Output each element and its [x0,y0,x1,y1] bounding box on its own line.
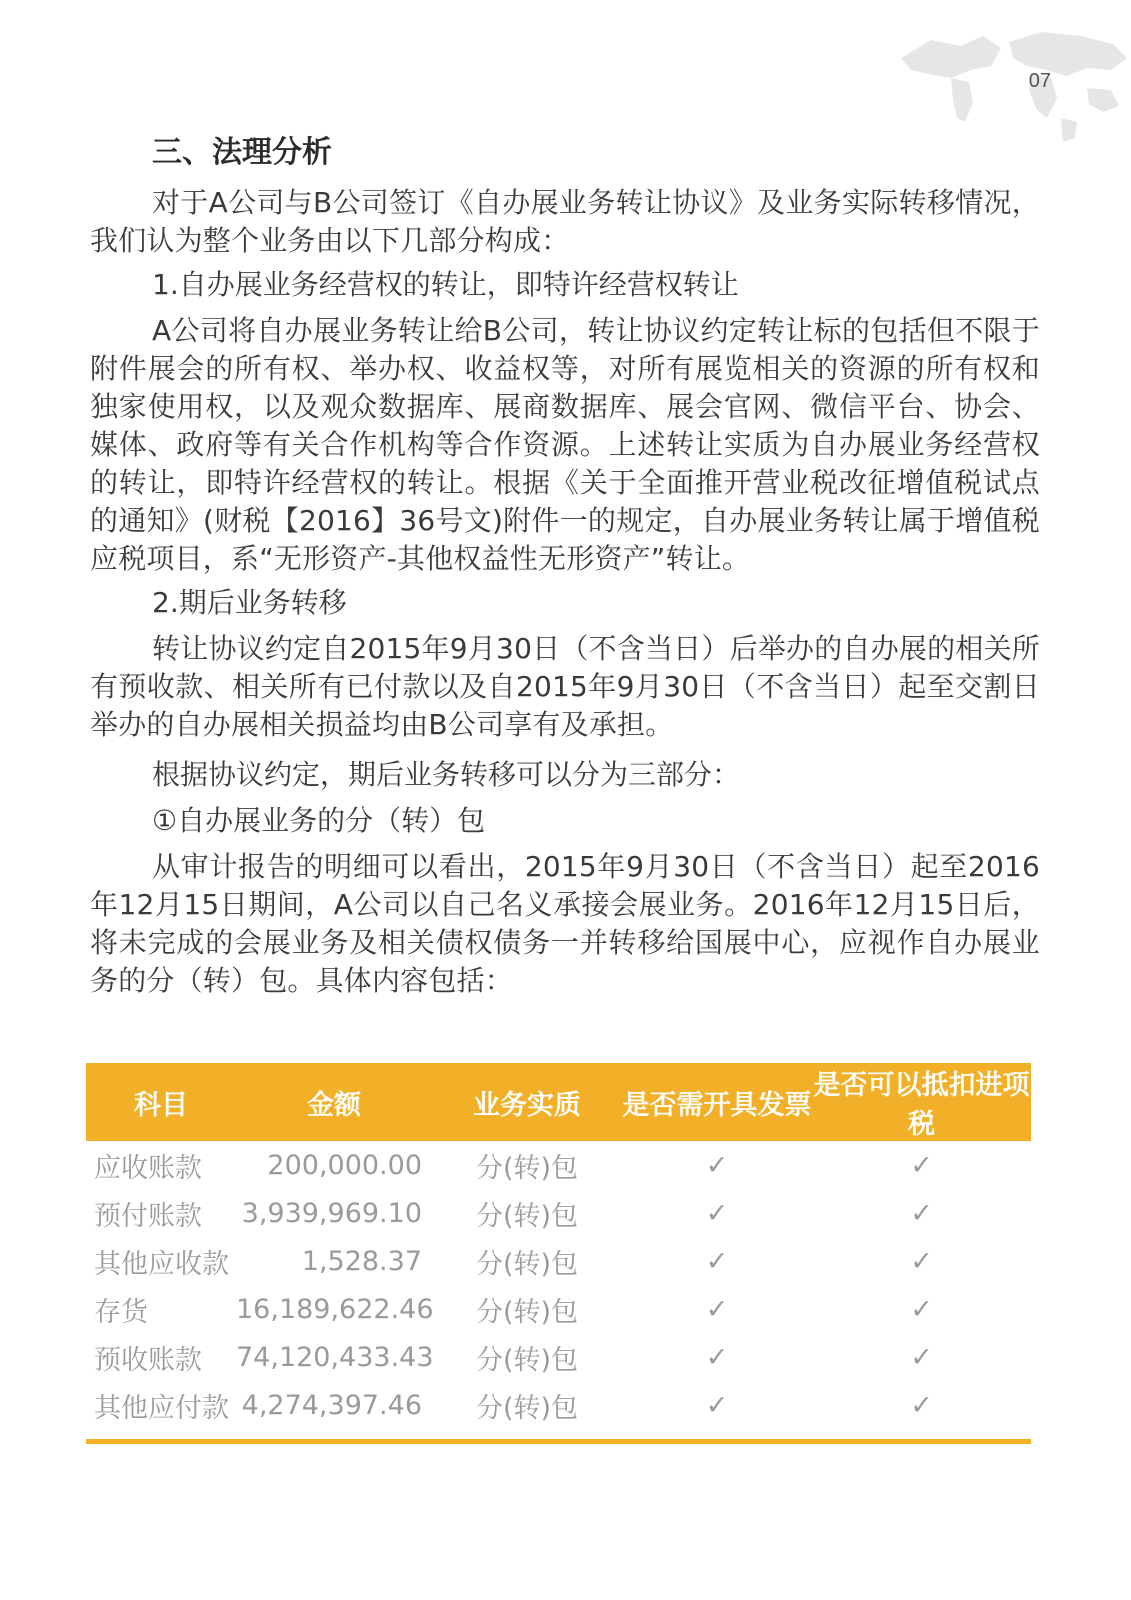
check-icon: ✓ [705,1293,729,1325]
cell-nature: 分(转)包 [475,1152,579,1184]
table-row [86,1333,1031,1381]
table-row [86,1237,1031,1285]
cell-subject: 其他应收款 [94,1248,229,1280]
header-subject: 科目 [86,1063,236,1141]
check-icon: ✓ [705,1149,729,1181]
document-body [90,132,1040,1006]
check-icon: ✓ [705,1341,729,1373]
check-icon: ✓ [910,1341,933,1373]
check-icon: ✓ [910,1149,933,1181]
table-row [86,1189,1031,1237]
intro-paragraph: 对于A公司与B公司签订《自办展业务转让协议》及业务实际转移情况，我们认为整个业务由以下几部分构成： [90,186,1040,257]
cell-nature: 分(转)包 [475,1200,579,1232]
header-deduct: 是否可以抵扣进项税 [812,1063,1031,1141]
table-row [86,1285,1031,1333]
header-nature: 业务实质 [432,1063,622,1141]
part1-heading: 1.自办展业务经营权的转让，即特许经营权转让 [152,268,739,301]
subcontract-table-container [86,1063,1031,1444]
cell-amount: 16,189,622.46 [236,1293,434,1325]
cell-nature: 分(转)包 [475,1248,579,1280]
table-row [86,1381,1031,1429]
check-icon: ✓ [910,1293,933,1325]
cell-amount: 74,120,433.43 [236,1341,434,1373]
cell-nature: 分(转)包 [475,1392,579,1424]
cell-subject: 存货 [94,1296,148,1328]
split-statement: 根据协议约定，期后业务转移可以分为三部分： [152,758,741,791]
section-title: 三、法理分析 [152,135,332,170]
cell-nature: 分(转)包 [475,1344,579,1376]
cell-subject: 预收账款 [94,1344,202,1376]
world-map-decoration [891,18,1131,148]
check-icon: ✓ [705,1245,729,1277]
cell-amount: 4,274,397.46 [241,1389,422,1421]
check-icon: ✓ [910,1389,933,1421]
check-icon: ✓ [705,1197,729,1229]
cell-subject: 应收账款 [94,1152,202,1184]
header-amount: 金额 [236,1063,432,1141]
table-header-row [86,1063,1031,1141]
page-number: 07 [1028,70,1051,92]
item1-heading: ①自办展业务的分（转）包 [152,804,486,837]
cell-amount: 1,528.37 [301,1245,422,1277]
check-icon: ✓ [910,1245,933,1277]
cell-amount: 200,000.00 [267,1149,422,1181]
item1-paragraph: 从审计报告的明细可以看出，2015年9月30日（不含当日）起至2016年12月15日期间，A公司以自己名义承接会展业务。2016年12月15日后，将未完成的会展业务及相关债权债务一并转移给国展中心，应视作自办展业务的分（转）包。具体内容包括： [90,850,1040,997]
table-row [86,1141,1031,1189]
check-icon: ✓ [910,1197,933,1229]
cell-amount: 3,939,969.10 [241,1197,422,1229]
part2-paragraph: 转让协议约定自2015年9月30日（不含当日）后举办的自办展的相关所有预收款、相关所有已付款以及自2015年9月30日（不含当日）起至交割日举办的自办展相关损益均由B公司享有及承担。 [90,632,1040,741]
part1-paragraph: A公司将自办展业务转让给B公司，转让协议约定转让标的包括但不限于附件展会的所有权、举办权、收益权等，对所有展览相关的资源的所有权和独家使用权，以及观众数据库、展商数据库、展会官网、微信平台、协会、媒体、政府等有关合作机构等合作资源。上述转让实质为自办展业务经营权的转让，即特许经营权的转让。根据《关于全面推开营业税改征增值税试点的通知》(财税【2016】36号文)附件一的规定，自办展业务转让属于增值税应税项目，系“无形资产-其他权益性无形资产”转让。 [90,314,1040,575]
table-bottom-rule [86,1439,1031,1444]
cell-subject: 其他应付款 [94,1392,229,1424]
cell-nature: 分(转)包 [475,1296,579,1328]
subcontract-table [86,1063,1031,1429]
part2-heading: 2.期后业务转移 [152,586,347,619]
check-icon: ✓ [705,1389,729,1421]
header-invoice: 是否需开具发票 [622,1063,812,1141]
cell-subject: 预付账款 [94,1200,202,1232]
